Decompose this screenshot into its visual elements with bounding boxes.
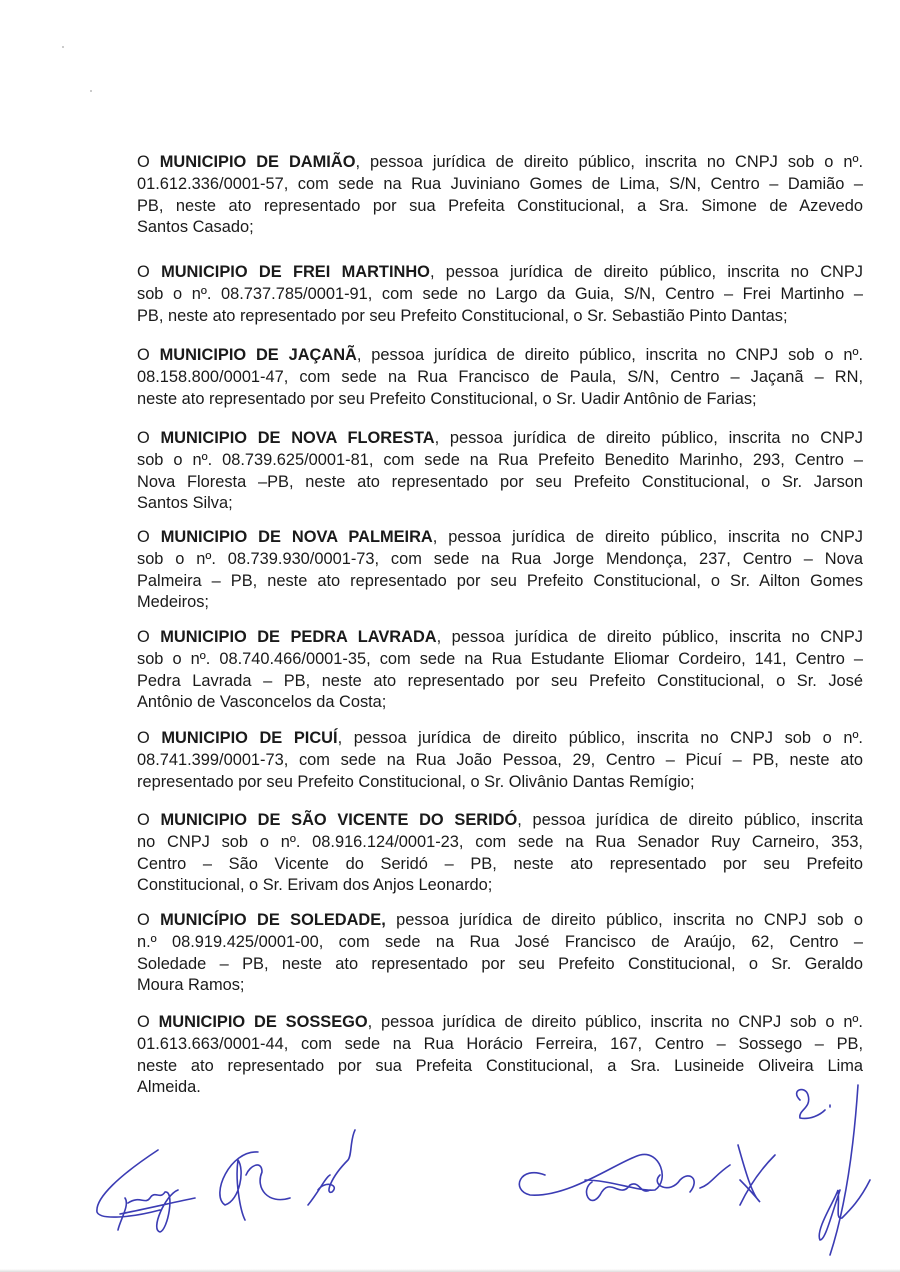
paragraph-line: sob o nº. 08.737.785/0001-91, com sede no Largo da Guia, S/N, Centro – Frei Martinho – — [137, 284, 863, 303]
municipality-name: MUNICIPIO DE NOVA FLORESTA — [160, 429, 435, 447]
scan-speck — [90, 90, 92, 92]
signature-3 — [308, 1130, 355, 1205]
paragraph-line: PB, neste ato representado por sua Prefeita Constitucional, a Sra. Simone de Azevedo — [137, 196, 863, 215]
paragraph-text: , pessoa jurídica de direito público, inscrita no CNPJ sob o nº. — [337, 729, 863, 747]
prefix-text: O — [137, 528, 161, 546]
prefix-text: O — [137, 153, 160, 171]
paragraph-line — [137, 262, 863, 284]
party-paragraph — [137, 262, 863, 327]
signature-2 — [220, 1152, 290, 1220]
paragraph-text: , pessoa jurídica de direito público, inscrita no CNPJ — [432, 528, 863, 546]
municipality-name: MUNICIPIO DE SOSSEGO — [158, 1013, 368, 1031]
paragraph-line: sob o nº. 08.739.930/0001-73, com sede na Rua Jorge Mendonça, 237, Centro – Nova — [137, 549, 863, 568]
paragraph-text: , pessoa jurídica de direito público, inscrita no CNPJ sob o nº. — [356, 346, 863, 364]
municipality-name: MUNICIPIO DE NOVA PALMEIRA — [160, 528, 433, 546]
paragraph-line — [137, 627, 863, 649]
paragraph-text: pessoa jurídica de direito público, inscrita no CNPJ sob o — [385, 911, 863, 929]
paragraph-line: Santos Casado; — [137, 218, 254, 237]
paragraph-line: neste ato representado por seu Prefeito Constitucional, o Sr. Uadir Antônio de Farias; — [137, 389, 757, 408]
paragraph-line — [137, 810, 863, 832]
municipality-name: MUNICIPIO DE JAÇANÃ — [159, 346, 357, 364]
signatures — [0, 1080, 900, 1272]
paragraph-line: Palmeira – PB, neste ato representado por seu Prefeito Constitucional, o Sr. Ailton Gomes — [137, 571, 863, 590]
paragraph-line — [137, 527, 863, 549]
prefix-text: O — [137, 811, 161, 829]
paragraph-line: PB, neste ato representado por seu Prefeito Constitucional, o Sr. Sebastião Pinto Dantas; — [137, 306, 788, 325]
paragraph-text: , pessoa jurídica de direito público, inscrita no CNPJ — [434, 429, 863, 447]
paragraph-line — [137, 345, 863, 367]
signature-1 — [97, 1150, 195, 1232]
signature-4 — [519, 1154, 730, 1200]
paragraph-line — [137, 152, 863, 174]
party-paragraph — [137, 527, 863, 614]
prefix-text: O — [137, 263, 162, 281]
paragraph-line: Almeida. — [137, 1078, 201, 1097]
paragraph-line — [137, 1012, 863, 1034]
scan-speck — [62, 46, 64, 48]
prefix-text: O — [137, 628, 161, 646]
party-paragraph — [137, 345, 863, 410]
signature-6 — [797, 1085, 870, 1255]
paragraph-line: Nova Floresta –PB, neste ato representado por seu Prefeito Constitucional, o Sr. Jarson — [137, 472, 863, 491]
paragraph-line: Soledade – PB, neste ato representado por seu Prefeito Constitucional, o Sr. Geraldo — [137, 954, 863, 973]
prefix-text: O — [137, 346, 160, 364]
paragraph-line — [137, 910, 863, 932]
paragraph-line: representado por seu Prefeito Constitucional, o Sr. Olivânio Dantas Remígio; — [137, 772, 695, 791]
paragraph-line: Moura Ramos; — [137, 976, 245, 995]
party-paragraph — [137, 728, 863, 793]
paragraph-line: 01.612.336/0001-57, com sede na Rua Juviniano Gomes de Lima, S/N, Centro – Damião – — [137, 174, 863, 193]
paragraph-line: Santos Silva; — [137, 494, 233, 513]
paragraph-text: , pessoa jurídica de direito público, inscrita — [517, 811, 863, 829]
municipality-name: MUNICIPIO DE DAMIÃO — [159, 153, 356, 171]
paragraph-line: sob o nº. 08.739.625/0001-81, com sede na Rua Prefeito Benedito Marinho, 293, Centro – — [137, 450, 863, 469]
signature-5 — [738, 1145, 775, 1205]
paragraph-line: Antônio de Vasconcelos da Costa; — [137, 693, 387, 712]
paragraph-line: Constitucional, o Sr. Erivam dos Anjos Leonardo; — [137, 876, 493, 895]
paragraph-text: , pessoa jurídica de direito público, inscrita no CNPJ — [436, 628, 863, 646]
paragraph-line: no CNPJ sob o nº. 08.916.124/0001-23, com sede na Rua Senador Ruy Carneiro, 353, — [137, 832, 863, 851]
prefix-text: O — [137, 911, 161, 929]
prefix-text: O — [137, 1013, 159, 1031]
paragraph-line: Centro – São Vicente do Seridó – PB, neste ato representado por seu Prefeito — [137, 854, 863, 873]
municipality-name: MUNICÍPIO DE SOLEDADE, — [160, 911, 386, 929]
municipality-name: MUNICIPIO DE PICUÍ — [161, 729, 338, 747]
paragraph-line: Pedra Lavrada – PB, neste ato representado por seu Prefeito Constitucional, o Sr. José — [137, 671, 863, 690]
paragraph-line — [137, 728, 863, 750]
party-paragraph — [137, 910, 863, 997]
prefix-text: O — [137, 729, 162, 747]
prefix-text: O — [137, 429, 161, 447]
paragraph-line: sob o nº. 08.740.466/0001-35, com sede na Rua Estudante Eliomar Cordeiro, 141, Centro – — [137, 649, 863, 668]
paragraph-text: , pessoa jurídica de direito público, inscrita no CNPJ sob o nº. — [367, 1013, 863, 1031]
paragraph-line: Medeiros; — [137, 593, 209, 612]
paragraph-line: 08.741.399/0001-73, com sede na Rua João Pessoa, 29, Centro – Picuí – PB, neste ato — [137, 750, 863, 769]
party-paragraph — [137, 627, 863, 714]
party-paragraph — [137, 152, 863, 239]
paragraph-line: neste ato representado por sua Prefeita Constitucional, a Sra. Lusineide Oliveira Lima — [137, 1056, 863, 1075]
paragraph-line: n.º 08.919.425/0001-00, com sede na Rua José Francisco de Araújo, 62, Centro – — [137, 932, 863, 951]
municipality-name: MUNICIPIO DE PEDRA LAVRADA — [160, 628, 437, 646]
paragraph-line — [137, 428, 863, 450]
municipality-name: MUNICIPIO DE SÃO VICENTE DO SERIDÓ — [160, 811, 518, 829]
municipality-name: MUNICIPIO DE FREI MARTINHO — [161, 263, 430, 281]
paragraph-text: , pessoa jurídica de direito público, inscrita no CNPJ sob o nº. — [355, 153, 863, 171]
party-paragraph — [137, 428, 863, 515]
paragraph-line: 01.613.663/0001-44, com sede na Rua Horácio Ferreira, 167, Centro – Sossego – PB, — [137, 1034, 863, 1053]
party-paragraph — [137, 810, 863, 897]
paragraph-line: 08.158.800/0001-47, com sede na Rua Francisco de Paula, S/N, Centro – Jaçanã – RN, — [137, 367, 863, 386]
paragraph-text: , pessoa jurídica de direito público, inscrita no CNPJ — [429, 263, 863, 281]
